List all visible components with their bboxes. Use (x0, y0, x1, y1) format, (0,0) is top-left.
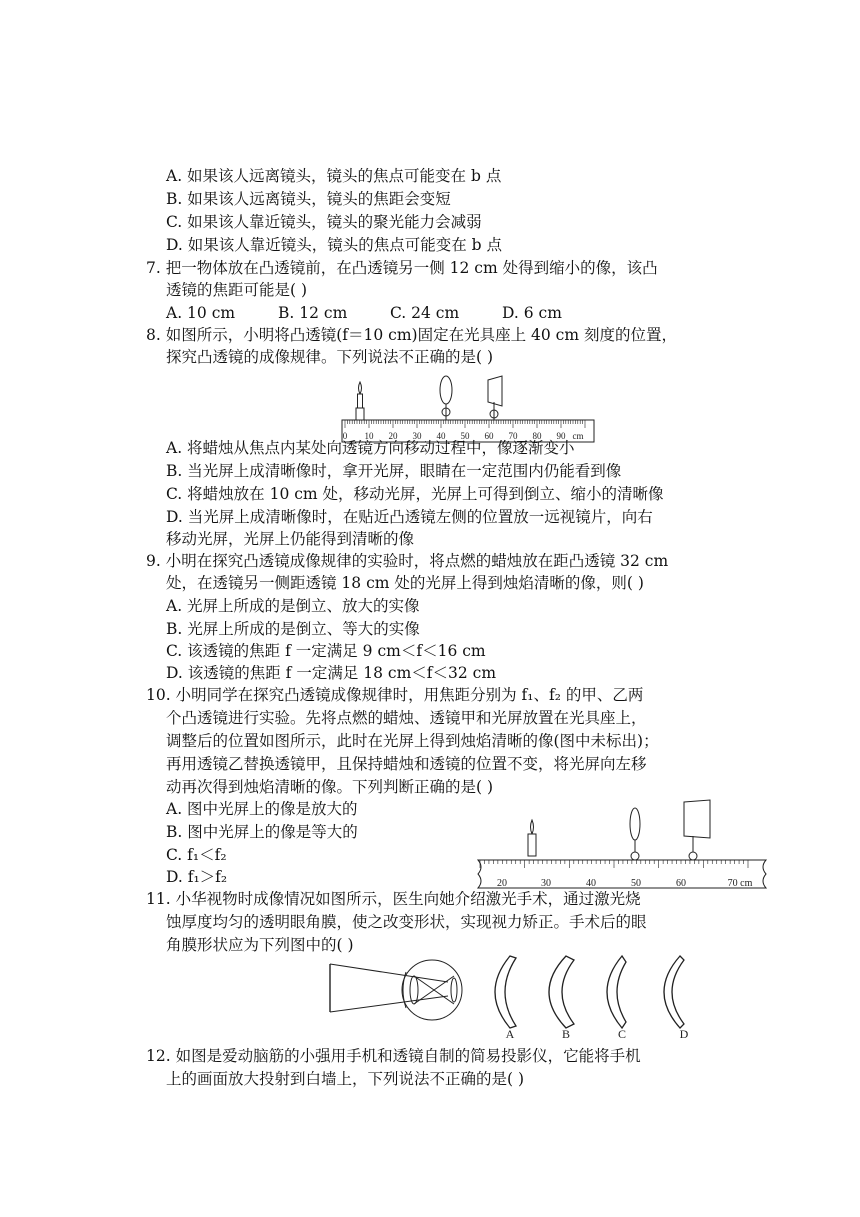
q8-tick-label: 90 (556, 431, 566, 441)
q9-option-b: B. 光屏上所成的是倒立、等大的实像 (166, 620, 420, 638)
cornea-option-b-icon (549, 956, 574, 1028)
q8-tick-label: cm (572, 431, 584, 441)
q7-stem-line2: 透镜的焦距可能是( ) (166, 281, 308, 299)
q10-tick-label: 30 (541, 878, 551, 889)
q8-stem-line2: 探究凸透镜的成像规律。下列说法不正确的是( ) (166, 348, 494, 366)
q8-option-c: C. 将蜡烛放在 10 cm 处，移动光屏，光屏上可得到倒立、缩小的清晰像 (166, 485, 664, 503)
q10-option-c: C. f₁＜f₂ (166, 846, 227, 864)
q6-option-c: C. 如果该人靠近镜头，镜头的聚光能力会减弱 (166, 213, 482, 231)
q8-stem-line1: 8. 如图所示，小明将凸透镜(f＝10 cm)固定在光具座上 40 cm 刻度的位置， (146, 326, 677, 344)
q10-option-a: A. 图中光屏上的像是放大的 (166, 800, 358, 818)
q11-choice-labels (506, 1027, 689, 1041)
q10-stem-line1: 10. 小明同学在探究凸透镜成像规律时，用焦距分别为 f₁、f₂ 的甲、乙两 (146, 686, 644, 704)
q6-option-a: A. 如果该人远离镜头，镜头的焦点可能变在 b 点 (166, 167, 502, 185)
q12-stem-line2: 上的画面放大投射到白墙上，下列说法不正确的是( ) (166, 1070, 525, 1088)
light-screen-icon (684, 800, 710, 860)
q8-tick-label: 60 (484, 431, 494, 441)
q8-tick-label: 10 (364, 431, 374, 441)
q10-stem-line2: 个凸透镜进行实验。先将点燃的蜡烛、透镜甲和光屏放置在光具座上， (166, 709, 647, 727)
q9-stem-line2: 处，在透镜另一侧距透镜 18 cm 处的光屏上得到烛焰清晰的像，则( ) (166, 574, 644, 592)
q8-option-a: A. 将蜡烛从焦点内某处向透镜方向移动过程中，像逐渐变小 (166, 439, 575, 457)
q10-ruler (478, 860, 766, 888)
q9-option-d: D. 该透镜的焦距 f 一定满足 18 cm＜f＜32 cm (166, 664, 497, 682)
q11-stem-line2: 蚀厚度均匀的透明眼角膜，使之改变形状，实现视力矫正。手术后的眼 (166, 913, 647, 931)
q10-tick-label: 60 (676, 878, 686, 889)
q8-tick-label: 70 (508, 431, 518, 441)
q7-option-c: C. 24 cm (390, 304, 460, 322)
q11-eye-and-cornea-figure (322, 944, 712, 1042)
q11-stem-line3: 角膜形状应为下列图中的( ) (166, 936, 354, 954)
q8-option-b: B. 当光屏上成清晰像时，拿开光屏，眼睛在一定范围内仍能看到像 (166, 462, 622, 480)
cornea-option-a-icon (495, 956, 516, 1028)
q9-option-c: C. 该透镜的焦距 f 一定满足 9 cm＜f＜16 cm (166, 642, 486, 660)
q11-label-d: D (679, 1027, 689, 1041)
q10-tick-label: 40 (586, 878, 596, 889)
q10-stem-line5: 动再次得到烛焰清晰的像。下列判断正确的是( ) (166, 778, 494, 796)
q9-option-a: A. 光屏上所成的是倒立、放大的实像 (166, 597, 420, 615)
q6-option-d: D. 如果该人靠近镜头，镜头的焦点可能变在 b 点 (166, 236, 503, 254)
q7-stem-line1: 7. 把一物体放在凸透镜前，在凸透镜另一侧 12 cm 处得到缩小的像，该凸 (146, 259, 658, 277)
q8-tick-label: 30 (412, 431, 422, 441)
q10-tick-label: 50 (631, 878, 641, 889)
q12-stem-line1: 12. 如图是爱动脑筋的小强用手机和透镜自制的简易投影仪，它能将手机 (146, 1047, 641, 1065)
q10-stem-line3: 调整后的位置如图所示，此时在光屏上得到烛焰清晰的像(图中未标出)； (166, 732, 659, 750)
q7-options (166, 302, 614, 324)
q8-tick-label: 80 (532, 431, 542, 441)
q10-optical-bench-figure (474, 798, 770, 894)
convex-lens-icon (630, 808, 640, 860)
q6-option-b: B. 如果该人远离镜头，镜头的焦距会变短 (166, 190, 451, 208)
q10-option-b: B. 图中光屏上的像是等大的 (166, 823, 358, 841)
convex-lens-icon (440, 376, 452, 420)
q10-option-d: D. f₁＞f₂ (166, 868, 228, 886)
q10-tick-label: 70 cm (727, 878, 753, 889)
q11-label-b: B (561, 1027, 571, 1041)
q7-option-a: A. 10 cm (166, 304, 236, 322)
q7-option-b: B. 12 cm (278, 304, 348, 322)
q11-stem-line1: 11. 小华视物时成像情况如图所示，医生向她介绍激光手术，通过激光烧 (146, 890, 641, 908)
q8-tick-label: 50 (460, 431, 470, 441)
cornea-option-d-icon (664, 956, 684, 1028)
q9-stem-line1: 9. 小明在探究凸透镜成像规律的实验时，将点燃的蜡烛放在距凸透镜 32 cm (146, 552, 669, 570)
candle-icon (528, 820, 536, 856)
q8-option-d-cont: 移动光屏，光屏上仍能得到清晰的像 (166, 530, 415, 548)
light-screen-icon (488, 376, 502, 420)
q10-stem-line4: 再用透镜乙替换透镜甲，且保持蜡烛和透镜的位置不变，将光屏向左移 (166, 755, 647, 773)
q8-tick-label: 20 (388, 431, 398, 441)
candle-icon (356, 382, 364, 420)
cornea-option-c-icon (607, 956, 626, 1028)
q11-label-c: C (617, 1027, 627, 1041)
q11-label-a: A (505, 1027, 515, 1041)
q8-option-d: D. 当光屏上成清晰像时，在贴近凸透镜左侧的位置放一远视镜片，向右 (166, 508, 653, 526)
eye-ray-diagram-icon (330, 960, 462, 1020)
q7-option-d: D. 6 cm (502, 304, 562, 322)
q10-tick-label: 20 (497, 878, 507, 889)
q8-tick-label: 40 (436, 431, 446, 441)
q8-tick-label: 0 (342, 431, 348, 441)
